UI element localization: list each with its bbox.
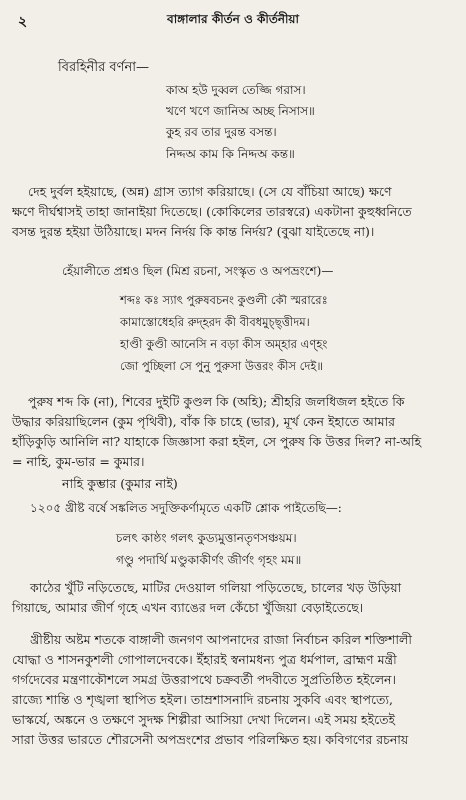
prose-line: গিয়াছে, আমার জীর্ণ গৃহে এখন ব্যাঙের দল কেঁচো খুঁজিয়া বেড়াইতেছে। xyxy=(12,600,364,615)
verse-line: গণ্ডু পদার্থি মণ্ডুকাকীর্ণং জীর্ণং গৃহং মম॥ xyxy=(116,553,302,567)
verse-line: শব্দঃ কঃ স্যাৎ পুরুষবচনং কুণ্ডলী কৌ স্মরারেঃ xyxy=(120,293,328,307)
verse-line: খণে খণে জানিঅ অচ্ছ নিসাস॥ xyxy=(166,104,315,118)
prose-line: উদ্ধার করিয়াছিলেন (কুম পৃথিবী), বাঁক কি চাহে (ভার), মূর্খ কেন ইহাতে আমার xyxy=(12,414,396,429)
prose-line: খ্রীষ্টীয় অষ্টম শতকে বাঙ্গালী জনগণ আপনাদের রাজা নির্বাচন করিল শক্তিশালী xyxy=(30,632,412,647)
prose-line: হাঁড়িকুড়ি আনিলি না? যাহাকে জিজ্ঞাসা করা হইল, সে পুরুষ কি উত্তর দিল? না-অহি xyxy=(12,434,422,449)
sloka-intro: ১২০৫ খ্রীষ্ট বর্ষে সঙ্কলিত সদুক্তিকর্ণামৃতে একটি শ্লোক পাইতেছি—: xyxy=(30,501,342,515)
riddle-answer: নাহি কুম্ভার (কুমার নাই) xyxy=(62,476,178,491)
verse-line: কাঅ হউ দুব্বল তেজ্জি গরাস। xyxy=(166,83,306,97)
prose-line: ভাস্কর্যে, অঙ্কনে ও তক্ষণে সুদক্ষ শিল্পীরা আসিয়া দেখা দিলেন। এই সময় হইতেই xyxy=(12,712,396,727)
prose-line: রাজ্যে শান্তি ও শৃঙ্খলা স্থাপিত হইল। তাম্রশাসনাদি রচনায় সুকবি এবং স্থাপত্যে, xyxy=(12,692,394,707)
page-header xyxy=(0,10,466,32)
section-heading-virahini: বিরহিনীর বর্ণনা— xyxy=(58,60,150,75)
prose-line: ক্ষণে দীর্ঘশ্বাসই তাহা জানাইয়া দিতেছে। (কোকিলের তারস্বরে) একটানা কুহুধ্বনিতে xyxy=(12,204,412,219)
running-title: বাঙ্গালার কীর্তন ও কীর্তনীয়া xyxy=(167,12,299,26)
verse-line: কুহ রব তার দুরন্ত বসন্ত। xyxy=(166,125,277,139)
verse-line: হাণ্ডী কুণ্ডী আনেসি ন বড়া কীস অম্হার এণ্হং xyxy=(120,337,328,351)
prose-line: সারা উত্তর ভারতে শৌরসেনী অপভ্রংশের প্রভাব পরিলক্ষিত হয়। কবিগণের রচনায় xyxy=(12,732,409,747)
verse-line: নিদ্দঅ কাম কি নিদ্দঅ কন্ত॥ xyxy=(166,147,295,161)
prose-line: যোদ্ধা ও শাসনকুশলী গোপালদেবকে। ইঁহারই স্বনামধন্য পুত্র ধর্মপাল, ব্রাহ্মণ মন্ত্রী xyxy=(12,652,397,667)
verse-line: কামাস্তোধেহরি রুদ্‌হরদ কী বীবধমুচ্ছ্‌ত্তীদম। xyxy=(120,315,310,329)
prose-line: দেহ দুর্বল হইয়াছে, (অন্ন) গ্রাস ত্যাগ করিয়াছে। (সে যে বাঁচিয়া আছে) ক্ষণে xyxy=(28,184,392,199)
prose-line: গর্গদেবের মন্ত্রণাকৌশলে সমগ্র উত্তরাপথে চক্রবর্তী পদবীতে সুপ্রতিষ্ঠিত হইলেন। xyxy=(12,672,396,687)
page-number: ২ xyxy=(18,14,28,30)
prose-line: কাঠের খুঁটি নড়িতেছে, মাটির দেওয়াল গলিয়া পড়িতেছে, চালের খড় উড়িয়া xyxy=(30,580,402,595)
prose-line: পুরুষ শব্দ কি (না), শিবের দুইটি কুণ্ডল কি (অহি); শ্রীহরি জলধিজল হইতে কি xyxy=(28,394,405,409)
verse-line: জো পুচ্ছিলা সে পুনু পুরুসা উত্তরং কীস দেই॥ xyxy=(120,359,323,373)
verse-line: চলৎ কাষ্ঠং গলৎ কুড্যমুত্তানতৃণসঞ্চয়ম। xyxy=(116,531,297,545)
prose-line: বসন্ত দুরন্ত হইয়া উঠিয়াছে। মদন নির্দয় কি কান্ত নির্দয়? (বুঝা যাইতেছে না)। xyxy=(12,224,375,239)
section-heading-riddle: হেঁয়ালীতে প্রশ্নও ছিল (মিশ্র রচনা, সংস্কৃত ও অপভ্রংশে)— xyxy=(62,264,334,278)
prose-line: = নাহি, কুম-ভার = কুমার। xyxy=(12,454,145,469)
